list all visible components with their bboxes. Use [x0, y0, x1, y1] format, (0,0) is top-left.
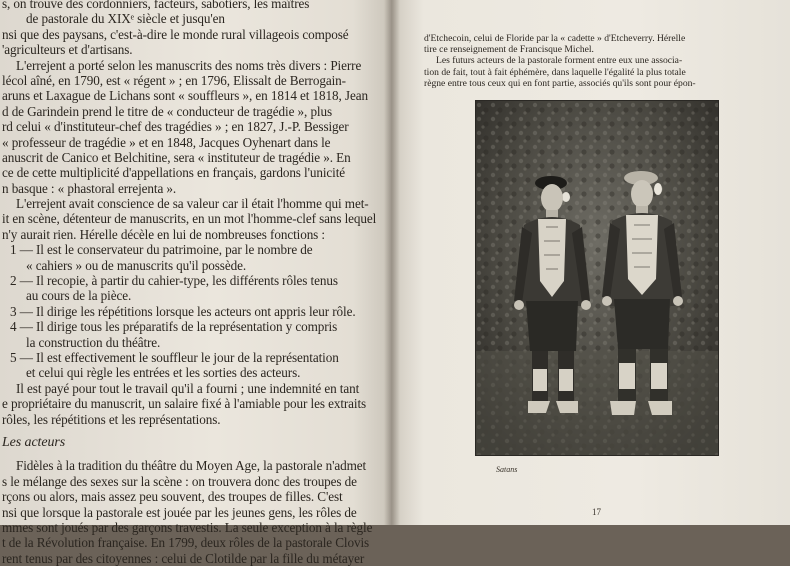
- section-heading: Les acteurs: [2, 434, 66, 450]
- left-line: n basque : « phastoral errejenta ».: [2, 180, 177, 196]
- left-line: lécol aîné, en 1790, est « régent » ; en 1796, Elissalt de Berrogain-: [2, 72, 346, 88]
- left-line: it en scène, détenteur de manuscrits, en un mot l'homme-clef sans lequel: [2, 211, 377, 227]
- left-line: rôles, les répétitions et les représentations.: [2, 411, 221, 427]
- left-line: L'errejent avait conscience de sa valeur car il était l'homme qui met-: [16, 196, 369, 212]
- left-line: au cours de la pièce.: [26, 288, 132, 304]
- left-line: rent tenus par des citoyennes : celui de Clotilde par la fille du métayer: [2, 550, 365, 566]
- left-line: e propriétaire du manuscrit, un salaire fixé à l'amiable pour les extraits: [2, 396, 367, 412]
- left-line: 3 — Il dirige les répétitions lorsque les acteurs ont appris leur rôle.: [10, 303, 356, 319]
- right-line: Les futurs acteurs de la pastorale forment entre eux une associa-: [436, 55, 683, 67]
- left-line: Il est payé pour tout le travail qu'il a fourni ; une indemnité en tant: [16, 380, 360, 396]
- left-line: d de Garindein prend le titre de « conducteur de tragédie », plus: [2, 103, 333, 119]
- left-line: nsi que des paysans, c'est-à-dire le monde rural villageois composé: [2, 26, 349, 42]
- page-number: 17: [592, 507, 601, 517]
- left-line: « cahiers » ou de manuscrits qu'il possède.: [26, 257, 247, 273]
- photo-two-costumed-men: [476, 101, 718, 455]
- book-spine: [384, 0, 400, 525]
- left-line: aruns et Laxague de Lichans sont « souffleurs », en 1814 et 1818, Jean: [2, 88, 368, 104]
- left-line: s, on trouve des cordonniers, facteurs, sabotiers, les maîtres: [2, 0, 310, 11]
- left-line: t de la Révolution française. En 1799, deux rôles de la pastorale Clovis: [2, 535, 370, 551]
- left-line: de pastorale du XIXᵉ siècle et jusqu'en: [26, 11, 225, 27]
- right-line: tion de fait, tout à fait éphémère, dans laquelle l'égalité la plus totale: [424, 66, 686, 78]
- left-line: Fidèles à la tradition du théâtre du Moyen Age, la pastorale n'admet: [16, 458, 367, 474]
- left-line: « professeur de tragédie » et en 1848, Jacques Oyhenart dans le: [2, 134, 331, 150]
- left-line: 4 — Il dirige tous les préparatifs de la représentation y compris: [10, 319, 338, 335]
- photo-satans: [475, 100, 719, 456]
- left-line: ce de cette multiplicité d'appellations en français, gardons l'unicité: [2, 165, 346, 181]
- left-line: L'errejent a porté selon les manuscrits des noms très divers : Pierre: [16, 57, 362, 73]
- left-line: nsi que lorsque la pastorale est jouée par les jeunes gens, les rôles de: [2, 504, 357, 520]
- left-line: 'agriculteurs et d'artisans.: [2, 42, 133, 58]
- left-line: et celui qui règle les entrées et les sorties des acteurs.: [26, 365, 301, 381]
- left-line: la construction du théâtre.: [26, 334, 161, 350]
- right-line: tire ce renseignement de Francisque Michel.: [424, 44, 594, 56]
- left-line: s le mélange des sexes sur la scène : on trouvera donc des troupes de: [2, 473, 357, 489]
- left-page-text: [2, 0, 384, 566]
- right-line: règne entre tous ceux qui en font partie, associés qu'ils sont pour épon-: [424, 77, 696, 89]
- left-page: [0, 0, 392, 566]
- left-line: mmes sont joués par des garçons travestis. La seule exception à la règle: [2, 519, 373, 535]
- right-line: d'Etchecoin, celui de Floride par la « cadette » d'Etcheverry. Hérelle: [424, 33, 686, 44]
- left-line: n'y aurait rien. Hérelle décèle en lui de nombreuses fonctions :: [2, 226, 325, 242]
- right-page-text: [424, 33, 754, 89]
- left-line: rd celui « d'instituteur-chef des tragédies » ; en 1827, J.-P. Bessiger: [2, 119, 349, 135]
- photo-caption: Satans: [496, 465, 518, 474]
- left-line: 5 — Il est effectivement le souffleur le jour de la représentation: [10, 349, 339, 365]
- left-line: anuscrit de Canico et Belchitine, sera « instituteur de tragédie ». En: [2, 149, 351, 165]
- left-line: rçons ou alors, mais assez peu souvent, des troupes de filles. C'est: [2, 489, 343, 505]
- left-line: 1 — Il est le conservateur du patrimoine, par le nombre de: [10, 242, 313, 258]
- left-line: 2 — Il recopie, à partir du cahier-type, les différents rôles tenus: [10, 273, 338, 289]
